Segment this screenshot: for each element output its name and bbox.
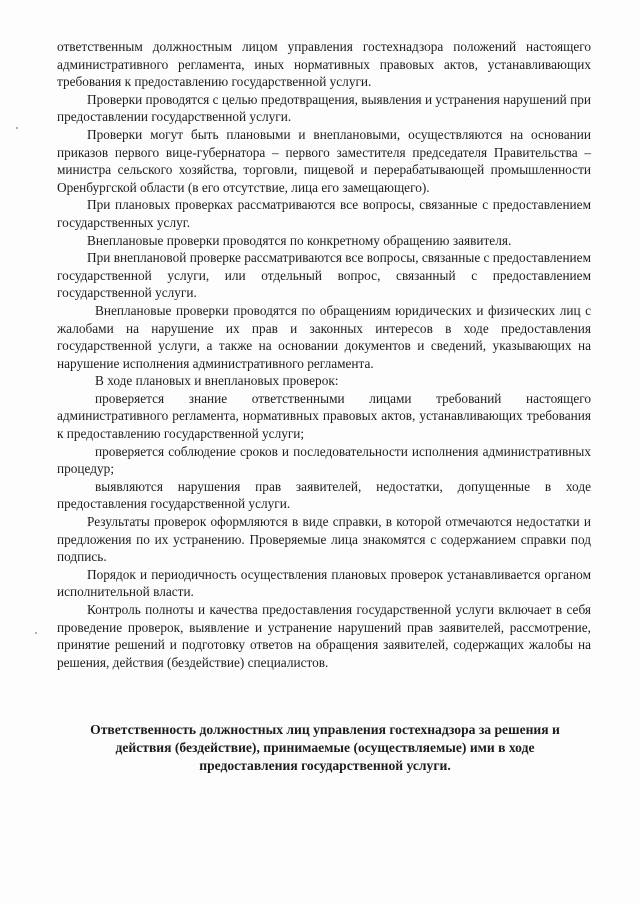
list-item: выявляются нарушения прав заявителей, недостатки, допущенные в ходе предоставления государственной услуги. [57,478,591,512]
paragraph: Проверки проводятся с целью предотвращения, выявления и устранения нарушений при предоставлении государственной услуги. [57,91,591,125]
paragraph: ответственным должностным лицом управления гостехнадзора положений настоящего административного регламента, иных нормативных правовых актов, устанавливающих требования к предоставлению государственной услуги. [57,39,591,90]
list-item: проверяется знание ответственными лицами требований настоящего административного регламента, нормативных правовых актов, устанавливающих требования к предоставлению государственной услуги; [57,390,591,442]
paragraph: Внеплановые проверки проводятся по обращениям юридических и физических лиц с жалобами на нарушение их прав и законных интересов в ходе предоставления государственной услуги, а также на основании документов и сведений, указывающих на нарушение исполнения административного регламента. [57,302,591,371]
paragraph: Результаты проверок оформляются в виде справки, в которой отмечаются недостатки и предложения по их устранению. Проверяемые лица знакомятся с содержанием справки под подпись. [57,514,591,565]
paragraph: При плановых проверках рассматриваются все вопросы, связанные с предоставлением государственных услуг. [57,197,591,230]
paragraph: В ходе плановых и внеплановых проверок: [95,373,339,389]
scan-speck [35,632,37,634]
paragraph: Порядок и периодичность осуществления плановых проверок устанавливается органом исполнительной власти. [57,566,591,600]
paragraph: Контроль полноты и качества предоставления государственной услуги включает в себя проведение проверок, выявление и устранение нарушений прав заявителей, рассмотрение, принятие решений и подготовку ответов на обращения заявителей, содержащих жалобы на решения, действия (бездействие) специалистов. [57,602,591,670]
list-item: проверяется соблюдение сроков и последовательности исполнения административных процедур; [57,443,591,477]
scan-speck [16,127,18,129]
paragraph: При внеплановой проверке рассматриваются все вопросы, связанные с предоставлением государственной услуги, или отдельный вопрос, связанный с предоставлением государственной услуги. [57,250,591,301]
document-body [57,38,591,671]
paragraph: Внеплановые проверки проводятся по конкретному обращению заявителя. [87,232,512,248]
paragraph: Проверки могут быть плановыми и внеплановыми, осуществляются на основании приказов первого вице-губернатора – первого заместителя председателя Правительства – министра сельского хозяйства, торговли, пищевой и перерабатывающей промышленности Оренбургской области (в его отсутствие, лица его замещающего). [57,126,591,195]
section-heading: Ответственность должностных лиц управления гостехнадзора за решения и действия (бездействие), принимаемые (осуществляемые) ими в ходе предоставления государственной услуги. [90,722,560,773]
